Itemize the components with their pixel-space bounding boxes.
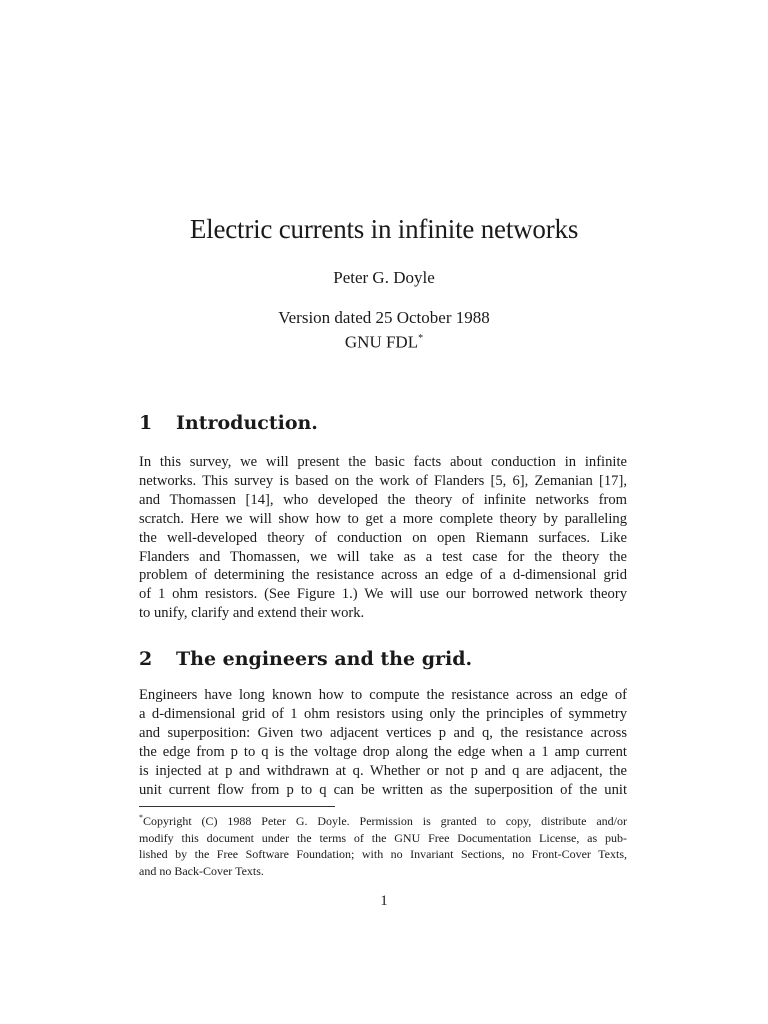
- footnote-line: [139, 810, 627, 830]
- paragraph-line: and Thomassen [14], who developed the theory of infinite networks from: [139, 491, 627, 508]
- paragraph-line: the edge from p to q is the voltage drop along the edge when a 1 amp current: [139, 743, 627, 760]
- paragraph-line: networks. This survey is based on the work of Flanders [5, 6], Zemanian [17],: [139, 472, 627, 489]
- paragraph-line: the well-developed theory of conduction on open Riemann surfaces. Like: [139, 529, 627, 546]
- license-line: [0, 328, 768, 353]
- copyright-footnote: [139, 810, 627, 879]
- paragraph-line: is injected at p and withdrawn at q. Whether or not p and q are adjacent, the: [139, 762, 627, 779]
- version-date: Version dated 25 October 1988: [278, 308, 490, 327]
- footnote-line: and no Back-Cover Texts.: [139, 863, 264, 878]
- paper-title: Electric currents in infinite networks: [189, 214, 579, 244]
- footnote-line: lished by the Free Software Foundation; with no Invariant Sections, no Front-Cover Texts,: [139, 847, 627, 861]
- section-heading-introduction: [139, 412, 318, 434]
- section-number: 1: [139, 412, 153, 434]
- paragraph-line: unit current flow from p to q can be written as the superposition of the unit: [139, 781, 627, 798]
- section-title: The engineers and the grid.: [176, 648, 473, 670]
- paragraph-line: a d-dimensional grid of 1 ohm resistors using only the principles of symmetry: [139, 705, 627, 722]
- paragraph-line: problem of determining the resistance across an edge of a d-dimensional grid: [139, 567, 627, 584]
- paragraph-line: to unify, clarify and extend their work.: [139, 605, 365, 622]
- paragraph-line: Flanders and Thomassen, we will take as a test case for the theory the: [139, 548, 627, 565]
- footnote-text: Copyright (C) 1988 Peter G. Doyle. Permission is granted to copy, distribute and/or: [143, 814, 627, 828]
- paragraph-line: In this survey, we will present the basic facts about conduction in infinite: [139, 454, 627, 470]
- paragraph-line: of 1 ohm resistors. (See Figure 1.) We will use our borrowed network theory: [139, 586, 627, 603]
- license-text: GNU FDL: [344, 332, 419, 352]
- footnote-divider: [139, 806, 335, 807]
- paragraph-line: Engineers have long known how to compute the resistance across an edge of: [139, 687, 627, 703]
- footnote-marker: *: [139, 813, 143, 822]
- footnote-line: modify this document under the terms of the GNU Free Documentation License, as pub-: [139, 830, 627, 845]
- section-heading-engineers-grid: [139, 648, 472, 670]
- section-number: 2: [139, 648, 153, 670]
- license-footnote-marker: *: [418, 333, 424, 344]
- paragraph-line: scratch. Here we will show how to get a more complete theory by paralleling: [139, 510, 627, 527]
- author-name: Peter G. Doyle: [333, 268, 435, 287]
- engineers-paragraph: [139, 686, 627, 799]
- introduction-paragraph: [139, 453, 627, 623]
- section-title: Introduction.: [176, 412, 318, 434]
- paragraph-line: and superposition: Given two adjacent vertices p and q, the resistance across: [139, 724, 627, 741]
- version-block: [0, 307, 768, 353]
- page-number: 1: [380, 893, 388, 909]
